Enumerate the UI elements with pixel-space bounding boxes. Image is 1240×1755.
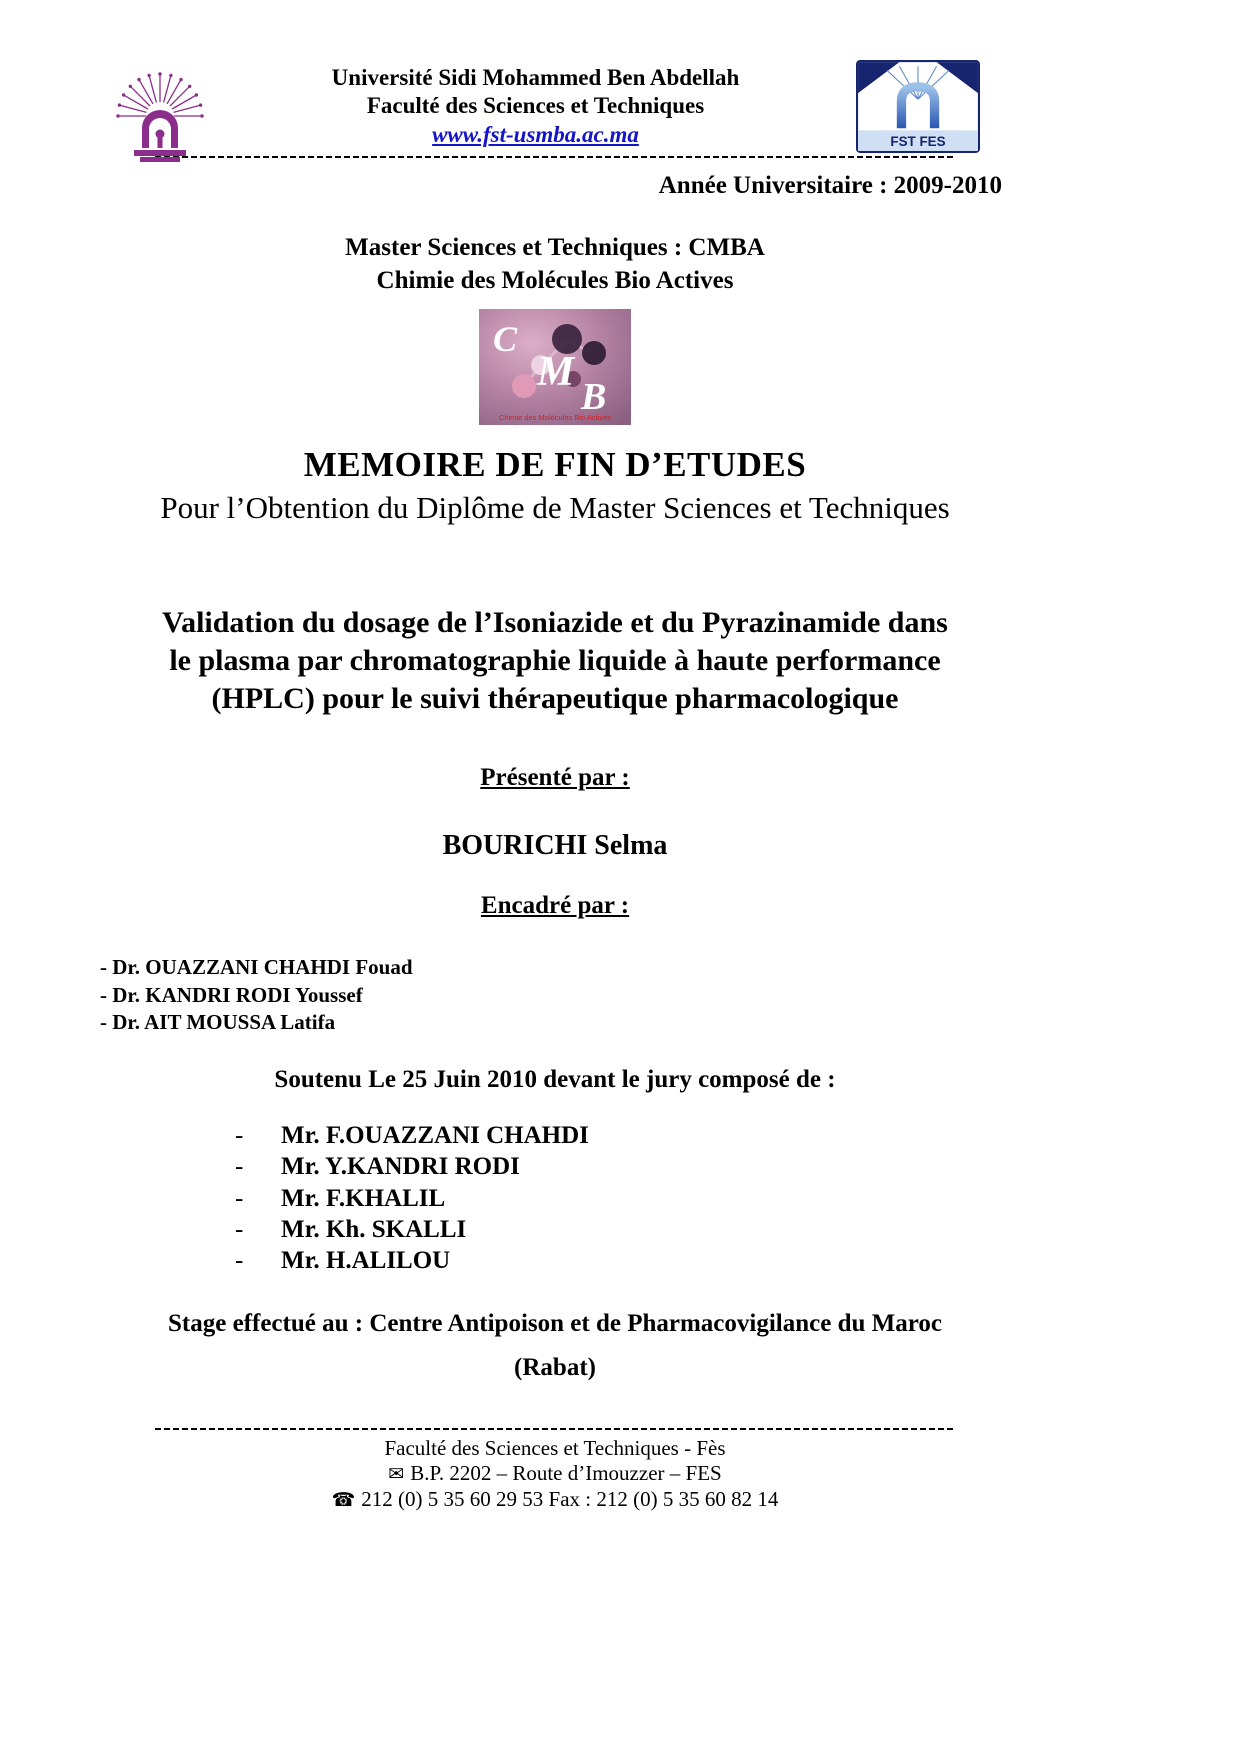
jury-member-row — [235, 1214, 1010, 1245]
jury-dash: - — [235, 1153, 244, 1181]
university-name: Université Sidi Mohammed Ben Abdellah — [331, 65, 740, 90]
footer-text — [100, 1436, 1010, 1513]
thesis-title — [100, 604, 1010, 718]
supervised-by-label: Encadré par : — [480, 892, 630, 920]
jury-list — [100, 1120, 1010, 1276]
jury-member-name: Mr. Kh. SKALLI — [281, 1215, 467, 1243]
supervisor-item: - Dr. KANDRI RODI Youssef — [100, 982, 363, 1007]
jury-member-name: Mr. F.KHALIL — [281, 1184, 446, 1212]
jury-dash: - — [235, 1122, 244, 1150]
footer-separator — [155, 1428, 955, 1430]
page-header — [0, 0, 1240, 156]
supervisor-item: - Dr. AIT MOUSSA Latifa — [100, 1009, 336, 1034]
footer-address-text: B.P. 2202 – Route d’Imouzzer – FES — [410, 1461, 722, 1486]
program-name: Master Sciences et Techniques : CMBA — [345, 234, 765, 261]
footer-phone-text: 212 (0) 5 35 60 29 53 Fax : 212 (0) 5 35 60 82 14 — [361, 1486, 779, 1511]
supervisor-item: - Dr. OUAZZANI CHAHDI Fouad — [100, 955, 413, 980]
jury-dash: - — [235, 1247, 244, 1275]
jury-member-name: Mr. F.OUAZZANI CHAHDI — [281, 1122, 589, 1150]
academic-year: Année Universitaire : 2009-2010 — [658, 172, 1002, 199]
jury-member-row — [235, 1151, 1010, 1182]
defense-intro: Soutenu Le 25 Juin 2010 devant le jury composé de : — [274, 1066, 836, 1094]
jury-member-name: Mr. Y.KANDRI RODI — [281, 1153, 520, 1181]
thesis-title-line: Validation du dosage de l’Isoniazide et du Pyrazinamide dans — [162, 606, 948, 639]
author-name: BOURICHI Selma — [442, 830, 668, 862]
cmb-letter-c: C — [493, 319, 518, 359]
program-specialty: Chimie des Molécules Bio Actives — [376, 266, 734, 294]
internship-city: (Rabat) — [514, 1354, 596, 1382]
footer-faculty: Faculté des Sciences et Techniques - Fès — [384, 1436, 726, 1460]
mail-icon: ✉ — [388, 1464, 405, 1486]
faculty-name: Faculté des Sciences et Techniques — [366, 93, 705, 119]
cover-content — [100, 232, 1010, 1382]
thesis-title-line: le plasma par chromatographie liquide à haute performance — [169, 644, 941, 678]
header-titles — [215, 56, 856, 148]
cmb-logo-caption: Chimie des Molécules Bio Actives — [498, 413, 612, 422]
fst-fes-label: FST FES — [890, 133, 946, 149]
jury-member-row — [235, 1183, 1010, 1214]
memoire-title: MEMOIRE DE FIN D’ETUDES — [303, 445, 807, 484]
website-link[interactable]: www.fst-usmba.ac.ma — [432, 122, 639, 148]
thesis-title-line: (HPLC) pour le suivi thérapeutique pharmacologique — [211, 682, 899, 716]
memoire-subtitle: Pour l’Obtention du Diplôme de Master Sciences et Techniques — [160, 490, 950, 525]
fst-fes-logo — [856, 60, 980, 158]
footer-address — [100, 1461, 1010, 1487]
cmb-letter-m: M — [537, 349, 575, 395]
cmb-program-logo-icon — [479, 309, 631, 425]
header-separator — [155, 156, 955, 158]
jury-dash: - — [235, 1215, 244, 1243]
page-footer — [0, 1428, 1240, 1513]
footer-phone — [100, 1487, 1010, 1513]
jury-dash: - — [235, 1184, 244, 1212]
jury-member-row — [235, 1245, 1010, 1276]
internship-location: Stage effectué au : Centre Antipoison et de Pharmacovigilance du Maroc — [168, 1310, 942, 1338]
supervisors-list — [100, 954, 1010, 1036]
jury-member-name: Mr. H.ALILOU — [281, 1247, 451, 1275]
university-emblem-icon — [105, 56, 215, 176]
university-emblem-logo — [105, 56, 215, 181]
fst-fes-logo-icon — [856, 60, 980, 153]
phone-icon: ☎ — [331, 1489, 356, 1511]
program-block — [100, 232, 1010, 297]
presented-by-label: Présenté par : — [480, 764, 630, 792]
jury-member-row — [235, 1120, 1010, 1151]
cmb-letter-b: B — [581, 376, 607, 418]
